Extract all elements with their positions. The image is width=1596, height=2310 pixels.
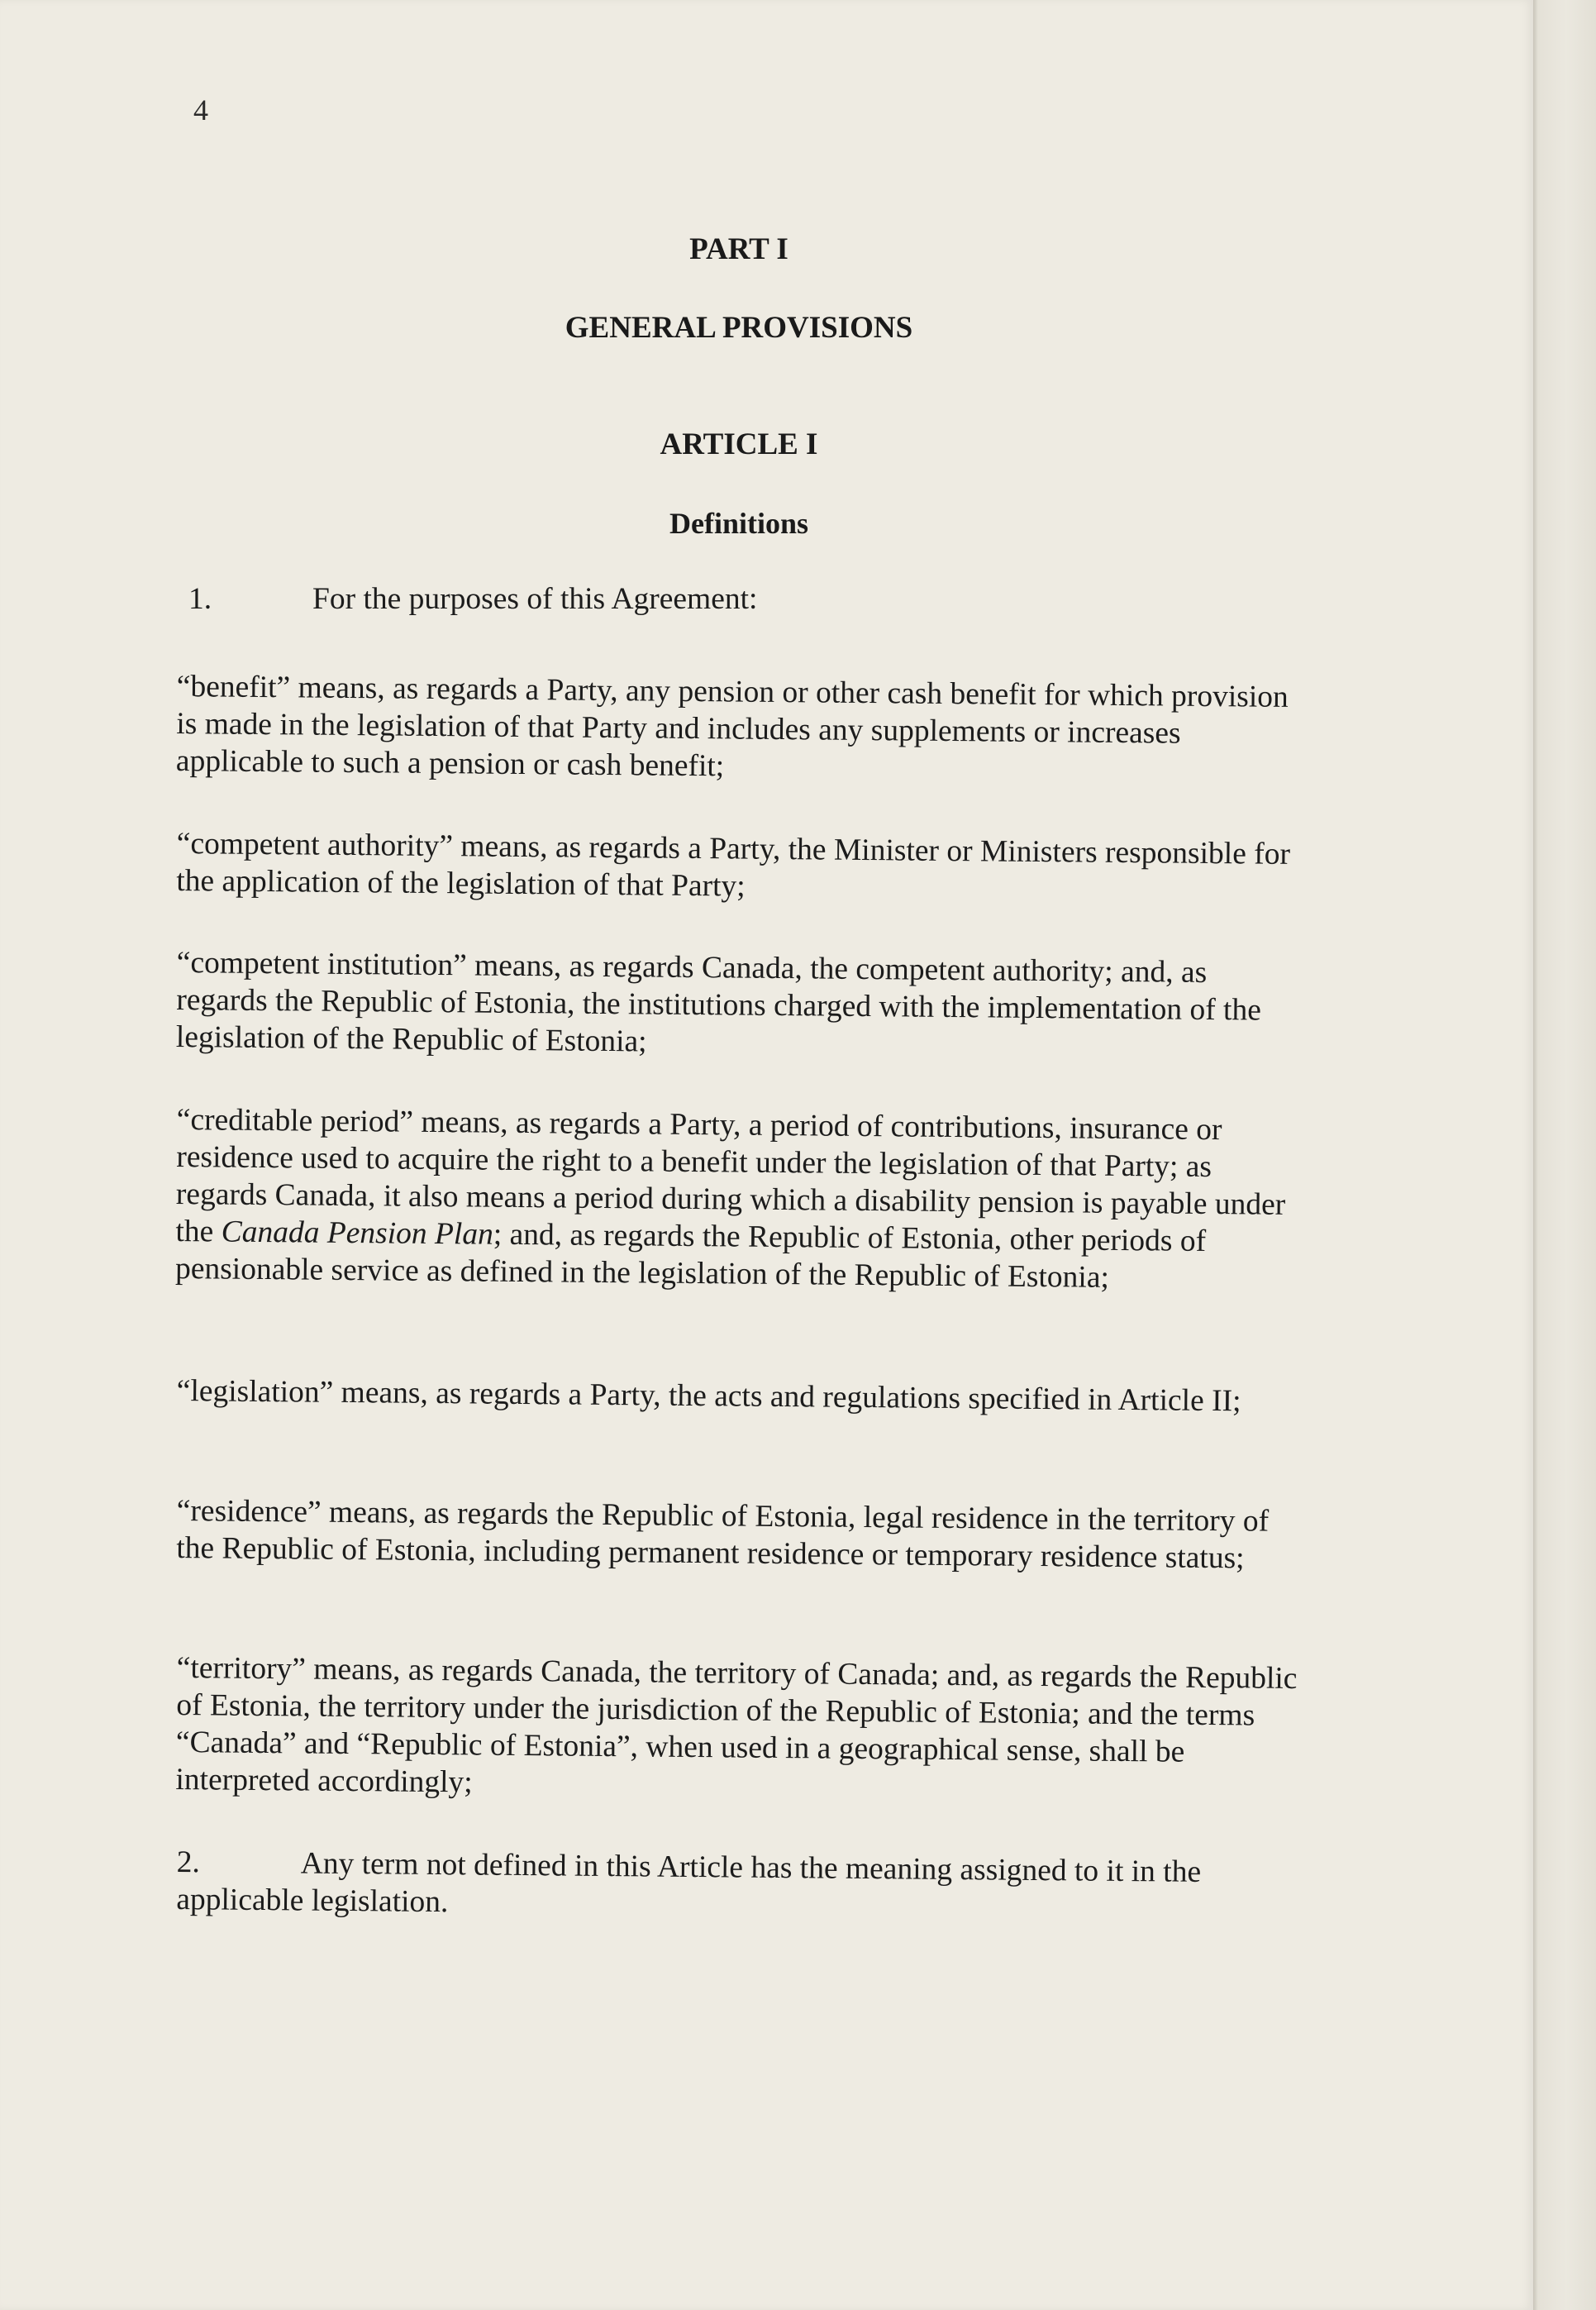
paragraph-text: For the purposes of this Agreement: [312,582,758,616]
definition-territory: “territory” means, as regards Canada, the territory of Canada; and, as regards the Republic of Estonia, the territory under the jurisdiction of the Republic of Estonia; and the terms “Canada” and “Republic of Estonia”, when used in a geographical sense, shall be interpreted accordingly; [175,1650,1298,1800]
definition-text: “creditable period” means, as regards a Party, a period of contributions, insurance or residence used to acquire the right to a benefit under the legislation of that Party; as regards Canada, it also means a period during which a disability pension is payable under the [175,1102,1286,1249]
definition-competent-authority: “competent authority” means, as regards a Party, the Minister or Ministers responsible for the application of the legislation of that Party; [176,826,1291,904]
definition-legislation: “legislation” means, as regards a Party, the acts and regulations specified in Article II; [176,1373,1241,1419]
article-heading: ARTICLE I [660,427,818,461]
adjacent-page-edge [1533,0,1596,2310]
paragraph-2 [176,1844,1301,1929]
part-heading: PART I [689,232,788,266]
paragraph-1 [188,580,757,618]
definition-benefit: “benefit” means, as regards a Party, any pension or other cash benefit for which provision is made in the legislation of that Party and includes any supplements or increases applicable to such a pension or cash benefit; [175,669,1289,784]
statute-title: Canada Pension Plan [221,1215,494,1252]
paragraph-number: 1. [188,582,212,616]
definition-residence: “residence” means, as regards the Republic of Estonia, legal residence in the territory of the Republic of Estonia, including permanent residence or temporary residence status; [176,1493,1270,1576]
definition-competent-institution: “competent institution” means, as regards Canada, the competent authority; and, as regards the Republic of Estonia, the institutions charged with the implementation of the legislation of the Republic of Estonia; [175,945,1262,1059]
page-number: 4 [193,93,208,126]
paragraph-text: Any term not defined in this Article has the meaning assigned to it in the applicable legislation. [176,1846,1202,1920]
part-title: GENERAL PROVISIONS [565,311,913,345]
paragraph-number: 2. [176,1845,201,1880]
definition-text: ; and, as regards the Republic of Estonia, other periods of pensionable service as defined in the legislation of the Republic of Estonia; [174,1217,1207,1295]
definition-creditable-period [175,1101,1301,1298]
article-subtitle: Definitions [669,507,808,540]
